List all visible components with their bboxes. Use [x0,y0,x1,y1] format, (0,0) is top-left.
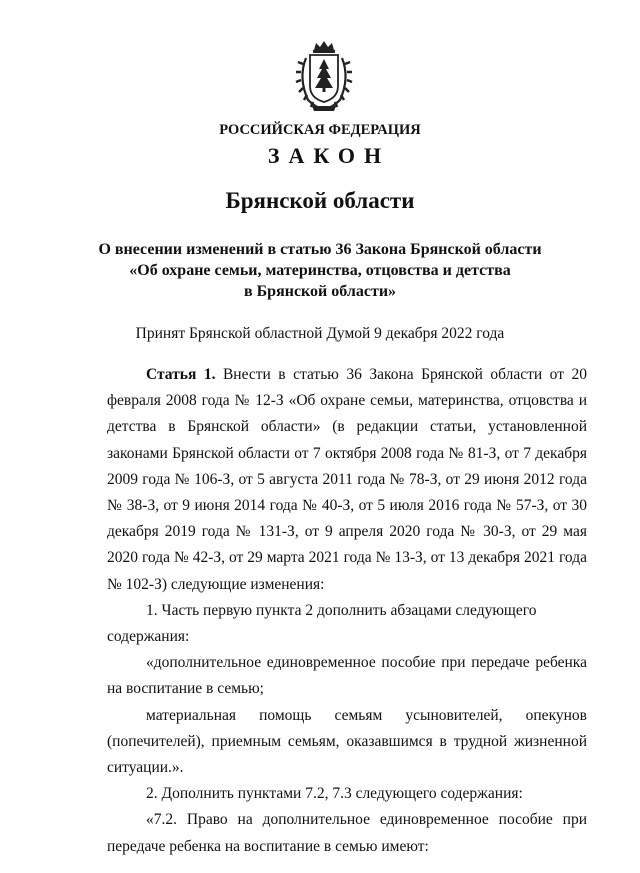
law-title-line: в Брянской области» [243,283,397,300]
document-body [107,362,587,860]
article-label: Статья 1. [146,366,216,383]
document-type: ЗАКОН [267,143,391,168]
body-paragraph: 1. Часть первую пункта 2 дополнить абзацами следующего содержания: [107,601,537,646]
law-title-line: О внесении изменений в статью 36 Закона Брянской области [98,241,542,258]
body-paragraph: «дополнительное единовременное пособие при передаче ребенка на воспитание в семью; [107,654,587,698]
body-paragraph: 2. Дополнить пунктами 7.2, 7.3 следующего содержания: [146,785,523,803]
body-paragraph: материальная помощь семьям усыновителей, опекунов (попечителей), приемным семьям, оказавшимся в трудной жизненной ситуации.». [107,706,587,777]
region-name: Брянской области [225,188,415,213]
article-1-paragraph [107,362,587,598]
adoption-note: Принят Брянской областной Думой 9 декабря 2022 года [135,325,505,342]
article-text: Внести в статью 36 Закона Брянской области от 20 февраля 2008 года № 12-З «Об охране семьи, материнства, отцовства и детства в Брянской области» (в редакции статьи, установленной законами Брянской области от 7 октября 2008 года № 81-З, от 7 декабря 2009 года № 106-З, от 5 августа 2011 года № 78-З, от 29 июня 2012 года № 38-З, от 9 июня 2014 года № 40-З, от 5 июля 2016 года № 57-З, от 30 декабря 2019 года № 131-З, от 9 апреля 2020 года № 30-З, от 29 мая 2020 года № 42-З, от 29 марта 2021 года № 13-З, от 13 декабря 2021 года № 102-З) следующие изменения: [107,366,587,593]
coat-of-arms-emblem [294,38,354,113]
body-paragraph: «7.2. Право на дополнительное единовременное пособие при передаче ребенка на воспитание в семью имеют: [107,811,587,855]
country-name: РОССИЙСКАЯ ФЕДЕРАЦИЯ [219,122,421,138]
law-title [0,239,640,302]
law-title-line: «Об охране семьи, материнства, отцовства и детства [129,262,511,279]
